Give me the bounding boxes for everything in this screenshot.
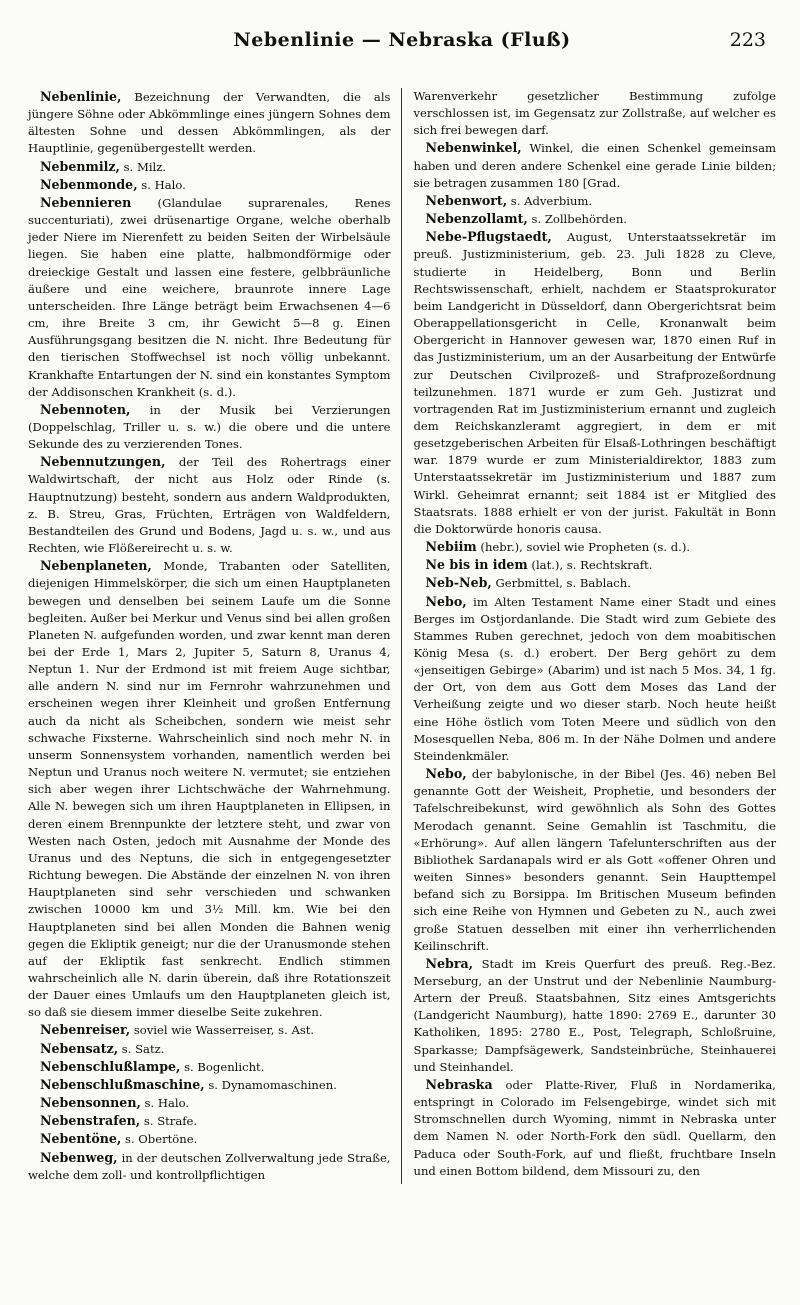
dictionary-entry <box>28 453 391 557</box>
dictionary-entry <box>28 557 391 1021</box>
entry-text: s. Satz. <box>118 1041 165 1056</box>
dictionary-entry <box>414 593 777 766</box>
entry-text: (Glandulae suprarenales, Renes succenturiati), zwei drüsenartige Organe, welche oberhalb jeder Niere im Nierenfett zu beiden Seiten der Wirbelsäule liegen. Sie haben eine platte, halbmondförmige oder dreieckige Gestalt und lassen eine festere, gelbbräunliche äußere und eine weichere, braunrote innere Lage unterscheiden. Ihre Länge beträgt beim Erwachsenen 4—6 cm, ihre Breite 3 cm, ihr Gewicht 5—8 g. Einen Ausführungsgang besitzen die N. nicht. Ihre Bedeutung für den tierischen Stoffwechsel ist noch völlig unbekannt. Krankhafte Entartungen der N. sind ein konstantes Symptom der Addisonschen Krankheit (s. d.). <box>28 195 391 399</box>
dictionary-entry <box>28 1021 391 1039</box>
entry-text: Monde, Trabanten oder Satelliten, diejenigen Himmelskörper, die sich um einen Hauptplaneten bewegen und denselben bei seinem Laufe um die Sonne begleiten. Außer bei Merkur und Venus sind bei allen großen Planeten N. aufgefunden worden, und zwar kennt man deren bei der Erde 1, Mars 2, Jupiter 5, Saturn 8, Uranus 4, Neptun 1. Nur der Erdmond ist mit freiem Auge sichtbar, alle andern N. sind nur im Fernrohr wahrzunehmen und erscheinen wegen ihrer Kleinheit und großen Entfernung auch da nicht als Scheibchen, sondern wie meist sehr schwache Fixsterne. Wahrscheinlich sind noch mehr N. in unserm Sonnensystem vorhanden, namentlich werden bei Neptun und Uranus noch weitere N. vermutet; sie entziehen sich aber wegen ihrer Lichtschwäche der Wahrnehmung. Alle N. bewegen sich um ihren Hauptplaneten in Ellipsen, in deren einem Brennpunkte der letztere steht, und zwar von Westen nach Osten, jedoch mit Ausnahme der Monde des Uranus und des Neptuns, die sich in entgegengesetzter Richtung bewegen. Die Abstände der einzelnen N. von ihren Hauptplaneten sind sehr verschieden und schwanken zwischen 10000 km und 3½ Mill. km. Wie bei den Hauptplaneten sind bei allen Monden die Bahnen wenig gegen die Ekliptik geneigt; nur die der Uranusmonde stehen auf der Ekliptik fast senkrecht. Endlich stimmen wahrscheinlich alle N. darin überein, daß ihre Rotationszeit der Dauer eines Umlaufs um den Hauptplaneten gleich ist, so daß sie diesem immer dieselbe Seite zukehren. <box>28 559 391 1020</box>
entry-text: August, Unterstaatssekretär im preuß. Justizministerium, geb. 23. Juli 1828 zu Cleve, studierte in Heidelberg, Bonn und Berlin Rechtswissenschaft, erhielt, nachdem er Staatsprokurator beim Landgericht in Düsseldorf, dann Obergerichtsrat beim Oberappellationsgericht in Celle, Kronanwalt beim Obergericht in Hannover gewesen war, 1870 einen Ruf in das Justizministerium, um an der Ausarbeitung der Entwürfe zur Deutschen Civilprozeß- und Strafprozeßordnung teilzunehmen. 1871 wurde er zum Geh. Justizrat und vortragenden Rat im Justizministerium ernannt und zugleich dem Reichskanzleramt aggregiert, in dem er mit gesetzgeberischen Arbeiten für Elsaß-Lothringen beschäftigt war. 1879 wurde er zum Ministerialdirektor, 1883 zum Unterstaatssekretär im Justizministerium und 1887 zum Wirkl. Geheimrat ernannt; seit 1884 ist er Mitglied des Staatsrats. 1888 erhielt er von der jurist. Fakultät in Bonn die Doktorwürde honoris causa. <box>413 230 776 536</box>
dictionary-entry <box>414 574 777 592</box>
entry-headword: Nebiim <box>425 539 477 555</box>
entry-headword: Nebennoten, <box>40 401 131 417</box>
entry-text: s. Halo. <box>140 1096 190 1111</box>
dictionary-entry <box>28 1149 391 1184</box>
entry-text: s. Strafe. <box>140 1114 198 1129</box>
right-column <box>401 88 777 1184</box>
dictionary-entry <box>28 1094 391 1112</box>
entry-text: oder Platte-River, Fluß in Nordamerika, entspringt in Colorado im Felsengebirge, windet sich mit Stromschnellen durch Wyoming, nimmt in Nebraska unter dem Namen N. oder North-Fork den südl. Quellarm, den Paduca oder South-Fork, auf und fließt, fruchtbare Inseln und einen Bottom bildend, dem Missouri zu, den <box>413 1077 776 1178</box>
entry-headword: Neb-Neb, <box>425 575 492 591</box>
entry-headword: Nebenreiser, <box>40 1022 131 1038</box>
dictionary-entry <box>414 556 777 574</box>
page-number: 223 <box>729 29 766 51</box>
entry-text: Gerbmittel, s. Bablach. <box>491 576 631 591</box>
dictionary-entry <box>28 1130 391 1148</box>
entry-headword: Nebenwort, <box>425 192 508 208</box>
entry-headword: Nebo, <box>425 766 467 782</box>
entry-text: s. Halo. <box>137 177 186 192</box>
entry-headword: Nebenwinkel, <box>425 140 522 156</box>
entry-text: der babylonische, in der Bibel (Jes. 46) neben Bel genannte Gott der Weisheit, Prophetie, und besonders der Tafelschreibekunst, wird gewöhnlich als Sohn des Gottes Merodach genannt. Seine Gemahlin ist Taschmitu, die «Erhörung». Auf allen längern Tafelunterschriften aus der Bibliothek Sardanapals wird er als Gott «offener Ohren und weiten Sinnes» besonders genannt. Sein Haupttempel befand sich zu Borsippa. Im Britischen Museum befinden sich eine Reihe von Hymnen und Gebeten zu N., auch zwei große Statuen desselben mit einer ihn verherrlichenden Keilinschrift. <box>413 767 776 953</box>
entry-text: Winkel, die einen Schenkel gemeinsam haben und deren andere Schenkel eine gerade Linie bilden; sie betragen zusammen 180 [Grad. <box>413 141 776 190</box>
entry-text: Stadt im Kreis Querfurt des preuß. Reg.-Bez. Merseburg, an der Unstrut und der Nebenlinie Naumburg-Artern der Preuß. Staatsbahnen, Sitz eines Amtsgerichts (Landgericht Naumburg), hatte 1890: 2769 E., darunter 30 Katholiken, 1895: 2780 E., Post, Telegraph, Schloßruine, Sparkasse; Dampfsägewerk, Sandsteinbrüche, Steinhauerei und Steinhandel. <box>413 956 776 1074</box>
running-title: Nebenlinie — Nebraska (Fluß) <box>233 29 571 51</box>
dictionary-entry <box>414 765 777 955</box>
entry-headword: Ne bis in idem <box>425 557 528 573</box>
entry-text: der Teil des Rohertrags einer Waldwirtschaft, der nicht aus Holz oder Rinde (s. Hauptnutzung) besteht, sondern aus andern Waldprodukten, z. B. Streu, Gras, Früchten, Erträgen von Waldfeldern, Bestandteilen des Grund und Bodens, Jagd u. s. w., und aus Rechten, wie Flößereirecht u. s. w. <box>28 455 391 556</box>
dictionary-entry <box>28 401 391 453</box>
dictionary-entry <box>28 88 391 158</box>
entry-headword: Nebenschlußlampe, <box>40 1058 181 1074</box>
dictionary-entry <box>28 194 391 401</box>
entry-headword: Nebo, <box>425 593 467 609</box>
dictionary-entry <box>414 210 777 228</box>
entry-text: (hebr.), soviel wie Propheten (s. d.). <box>476 540 691 555</box>
entry-text: s. Milz. <box>119 159 167 174</box>
dictionary-entry <box>28 1040 391 1058</box>
entry-text: s. Obertöne. <box>121 1132 198 1147</box>
entry-text: (lat.), s. Rechtskraft. <box>527 558 653 573</box>
dictionary-entry <box>414 88 777 139</box>
entry-text: Warenverkehr gesetzlicher Bestimmung zufolge verschlossen ist, im Gegensatz zur Zollstraße, auf welcher es sich frei bewegen darf. <box>413 89 776 138</box>
entry-headword: Nebraska <box>425 1076 493 1092</box>
entry-text: in der deutschen Zollverwaltung jede Straße, welche dem zoll- und kontrollpflichtigen <box>28 1150 391 1182</box>
entry-headword: Nebenzollamt, <box>425 211 528 227</box>
entry-headword: Nebenschlußmaschine, <box>40 1076 205 1092</box>
entry-headword: Nebe-Pflugstaedt, <box>425 229 552 245</box>
entry-text: s. Zollbehörden. <box>527 212 627 227</box>
text-columns <box>28 88 776 1184</box>
dictionary-entry <box>28 158 391 176</box>
entry-text: s. Bogenlicht. <box>180 1059 265 1074</box>
entry-headword: Nebenlinie, <box>40 89 122 104</box>
dictionary-entry <box>414 1076 777 1180</box>
dictionary-entry <box>414 139 777 191</box>
entry-headword: Nebennieren <box>40 194 132 210</box>
entry-headword: Nebenplaneten, <box>40 558 152 574</box>
entry-text: s. Dynamomaschinen. <box>204 1077 337 1092</box>
entry-headword: Nebensonnen, <box>40 1095 141 1111</box>
entry-text: Bezeichnung der Verwandten, die als jüngere Söhne oder Abkömmlinge eines jüngern Sohnes dem ältesten Sohne und dessen Abkömmlingen, als der Hauptlinie, gegenübergestellt werden. <box>28 90 391 156</box>
dictionary-entry <box>414 955 777 1076</box>
entry-headword: Nebentöne, <box>40 1131 122 1147</box>
entry-text: s. Adverbium. <box>507 193 593 208</box>
entry-headword: Nebenmonde, <box>40 176 138 192</box>
entry-headword: Nebenweg, <box>40 1149 118 1165</box>
dictionary-entry <box>414 538 777 556</box>
entry-text: in der Musik bei Verzierungen (Doppelschlag, Triller u. s. w.) die obere und die untere Sekunde des zu verzierenden Tones. <box>28 402 391 452</box>
dictionary-entry <box>414 192 777 210</box>
entry-headword: Nebennutzungen, <box>40 454 166 470</box>
entry-text: soviel wie Wasserreiser, s. Ast. <box>130 1023 315 1038</box>
entry-headword: Nebensatz, <box>40 1040 119 1056</box>
dictionary-entry <box>28 1112 391 1130</box>
page-header <box>28 26 776 54</box>
dictionary-entry <box>28 176 391 194</box>
dictionary-entry <box>414 228 777 538</box>
dictionary-entry <box>28 1058 391 1076</box>
entry-headword: Nebra, <box>425 955 474 971</box>
entry-headword: Nebenmilz, <box>40 158 120 174</box>
entry-headword: Nebenstrafen, <box>40 1113 141 1129</box>
left-column <box>28 88 401 1184</box>
dictionary-entry <box>28 1076 391 1094</box>
entry-text: im Alten Testament Name einer Stadt und eines Berges im Ostjordanlande. Die Stadt wird zum Gebiete des Stammes Ruben gerechnet, jedoch von dem moabitischen König Mesa (s. d.) erobert. Der Berg gehört zu dem «jenseitigen Gebirge» (Abarim) und ist nach 5 Mos. 34, 1 fg. der Ort, von dem aus Gott dem Moses das Land der Verheißung zeigte und wo dieser starb. Noch heute heißt eine Höhe östlich vom Toten Meere und südlich von den Mosesquellen Neba, 806 m. In der Nähe Dolmen und andere Steindenkmäler. <box>413 594 776 763</box>
